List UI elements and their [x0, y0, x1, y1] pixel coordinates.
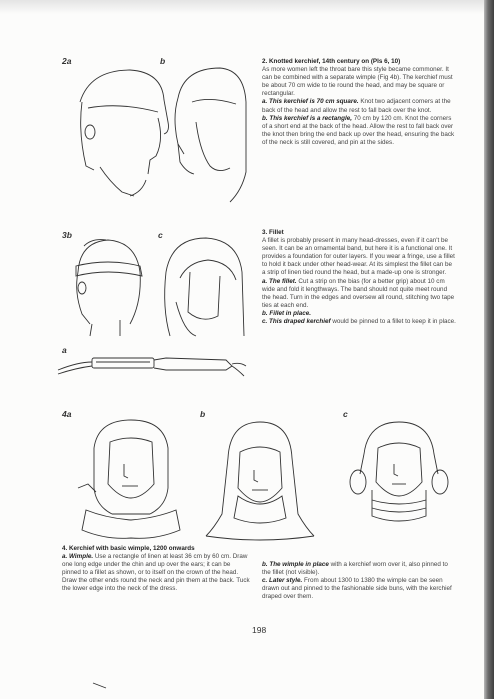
figure-label-4c: c [343, 409, 348, 419]
section-2-heading: 2. Knotted kerchief, 14th century on (Pls 6, 10) [262, 58, 401, 65]
section-4-text-left [62, 545, 250, 594]
section-2a-label: a. This kerchief is 70 cm square. [262, 98, 359, 106]
section-2-body: As more women left the throat bare this style became commoner. It can be combined with a separate wimple (Fig 4b). The kerchief must be about 70 cm wide to tie round the head, and may be square or rectangular. [262, 66, 453, 98]
page-number: 198 [252, 625, 267, 635]
section-3-body: A fillet is probably present in many head-dresses, even if it can't be seen. It can be an ornamental band, but here it is a functional one. It provides a foundation for outer layers. If you wear a fringe, use a fillet to hold it back under other head-wear. At its simplest the fillet can be a strip of linen tied round the head, but a made-up one is stronger. [262, 237, 455, 277]
section-3c-label: c. This draped kerchief [262, 318, 331, 326]
section-4c-label: c. Later style. [262, 577, 303, 585]
section-4b-label: b. The wimple in place [262, 561, 329, 568]
figure-label-4b: b [200, 409, 206, 419]
section-3c-text: would be pinned to a fillet to keep it in place. [332, 318, 456, 326]
section-2a-text: Knot two adjacent corners at the back of the head and allow the rest to fall back over the knot. [262, 98, 451, 114]
illustration-wimple-4a [76, 418, 186, 540]
section-4-heading: 4. Kerchief with basic wimple, 1200 onwards [62, 545, 195, 552]
page-edge [484, 0, 494, 699]
section-4a-text: Use a rectangle of linen at least 36 cm by 60 cm. Draw one long edge under the chin and up over the ears; it can be pinned to a fillet as shown, or to itself on the crown of the head. Draw the other ends round the neck and pin them at the back. Tuck the lower edge into the neck of the dress. [62, 553, 250, 593]
figure-label-3c: c [158, 230, 163, 240]
section-3-heading: 3. Fillet [262, 229, 284, 236]
illustration-fillet-head [60, 232, 250, 342]
scan-mark [92, 682, 108, 690]
illustration-wimple-4c [344, 420, 454, 530]
section-4-text-right [262, 561, 457, 601]
section-4a-label: a. Wimple. [62, 553, 94, 561]
illustration-wimple-4b [204, 418, 316, 542]
section-2-text [262, 58, 457, 147]
section-3-text [262, 229, 457, 326]
section-4c-text: From about 1300 to 1380 the wimple can be seen drawn out and pinned to the fashionable side buns, with the kerchief draped over them. [262, 577, 452, 601]
section-3a-label: a. The fillet. [262, 277, 297, 285]
section-3b-label: b. Fillet in place. [262, 309, 311, 317]
section-3a-text: Cut a strip on the bias (for a better grip) about 10 cm wide and fold it lengthways. The band should not quite meet round the head. Turn in the edges and oversew all round, stitching two tape ties at each end. [262, 277, 455, 309]
figure-label-2a: 2a [62, 56, 72, 66]
figure-label-3a: a [62, 345, 67, 355]
figure-label-2b: b [160, 56, 166, 66]
figure-label-4a: 4a [62, 409, 72, 419]
illustration-fillet-band [56, 350, 246, 380]
figure-label-3b: 3b [62, 230, 72, 240]
section-4b-text: with a kerchief worn over it, also pinned to the fillet (not visible). [262, 561, 448, 577]
illustration-knotted-kerchief [60, 62, 250, 212]
section-2b-label: b. This kerchief is a rectangle, [262, 114, 352, 122]
section-2b-text: 70 cm by 120 cm. Knot the corners of a short end at the back of the head. Allow the rest to fall back over the knot then bring the end back up over the head, ensuring the back of the neck is still covered, and pin at the sides. [262, 114, 455, 146]
scan-shadow [0, 0, 484, 14]
